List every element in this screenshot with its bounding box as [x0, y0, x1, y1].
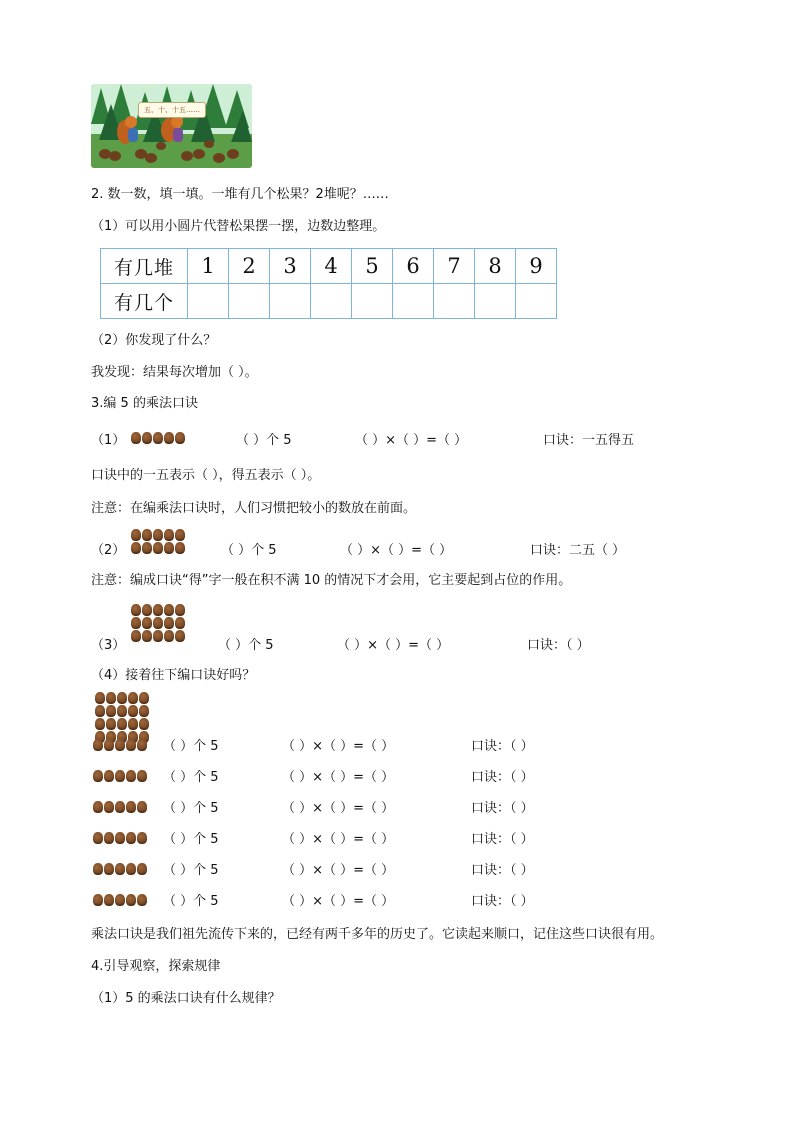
count-blank[interactable]: （ ）个 5 — [163, 770, 219, 785]
pinecone-icon — [153, 604, 163, 616]
koujue-blank[interactable]: 口诀：（ ） — [471, 801, 534, 816]
q3-s1-number: （1） — [91, 433, 126, 448]
pinecone-icon — [93, 832, 103, 844]
q2-sub1: （1）可以用小圆片代替松果摆一摆，边数边整理。 — [91, 219, 386, 234]
equation-blank[interactable]: （ ）×（ ）=（ ） — [282, 863, 395, 878]
pinecone-icon — [175, 432, 185, 444]
answer-cell[interactable] — [352, 284, 393, 319]
koujue-blank[interactable]: 口诀：（ ） — [471, 894, 534, 909]
pinecone-row — [93, 770, 147, 782]
pinecone-icon — [95, 705, 105, 717]
pinecone-icon — [93, 739, 103, 751]
equation-blank[interactable]: （ ）×（ ）=（ ） — [282, 770, 395, 785]
forest-squirrel-illustration — [91, 84, 252, 168]
pinecone-icon — [153, 617, 163, 629]
pinecone-icon — [115, 863, 125, 875]
pinecone-icon — [137, 801, 147, 813]
koujue-blank[interactable]: 口诀：（ ） — [471, 770, 534, 785]
q3-explain[interactable]: 口诀中的一五表示（ ），得五表示（ ）。 — [91, 468, 321, 483]
koujue-text[interactable]: 口诀：二五（ ） — [530, 543, 626, 558]
count-table — [100, 248, 557, 319]
pinecone-icon — [126, 739, 136, 751]
count-blank[interactable]: （ ）个 5 — [163, 894, 219, 909]
answer-cell[interactable] — [434, 284, 475, 319]
pinecone-icon — [93, 770, 103, 782]
pinecone-icon — [164, 542, 174, 554]
pinecone-row — [93, 801, 147, 813]
pinecone-icon — [153, 630, 163, 642]
pinecone-icon — [131, 630, 141, 642]
equation-blank[interactable]: （ ）×（ ）=（ ） — [355, 433, 468, 448]
table-row — [101, 284, 557, 319]
pinecone-icon — [128, 692, 138, 704]
table-cell: 9 — [516, 249, 557, 284]
q4-title: 4.引导观察，探索规律 — [91, 959, 221, 974]
pinecone-icon — [175, 630, 185, 642]
count-blank[interactable]: （ ）个 5 — [236, 433, 292, 448]
answer-cell[interactable] — [229, 284, 270, 319]
pinecone-icon — [139, 718, 149, 730]
pinecone-icon — [175, 542, 185, 554]
q2-sub2: （2）你发现了什么？ — [91, 333, 217, 348]
forest-scene-icon — [91, 84, 252, 168]
equation-blank[interactable]: （ ）×（ ）=（ ） — [282, 801, 395, 816]
pinecone-icon — [95, 692, 105, 704]
equation-blank[interactable]: （ ）×（ ）=（ ） — [282, 832, 395, 847]
q3-s2-number: （2） — [91, 543, 126, 558]
pinecone-icon — [93, 894, 103, 906]
koujue-text[interactable]: 口诀：（ ） — [527, 638, 590, 653]
equation-blank[interactable]: （ ）×（ ）=（ ） — [282, 739, 395, 754]
table-cell: 4 — [311, 249, 352, 284]
pinecone-icon — [142, 617, 152, 629]
koujue-blank[interactable]: 口诀：（ ） — [471, 832, 534, 847]
pinecone-icon — [117, 705, 127, 717]
table-cell: 3 — [270, 249, 311, 284]
equation-blank[interactable]: （ ）×（ ）=（ ） — [337, 638, 450, 653]
pinecone-icon — [175, 617, 185, 629]
pinecone-icon — [93, 863, 103, 875]
table-header-piles: 有几堆 — [101, 249, 188, 284]
pinecone-icon — [104, 801, 114, 813]
count-blank[interactable]: （ ）个 5 — [163, 832, 219, 847]
pinecone-group-3 — [131, 604, 185, 642]
count-blank[interactable]: （ ）个 5 — [163, 863, 219, 878]
answer-cell[interactable] — [311, 284, 352, 319]
pinecone-icon — [104, 894, 114, 906]
pinecone-icon — [137, 770, 147, 782]
pinecone-icon — [104, 739, 114, 751]
pinecone-icon — [142, 604, 152, 616]
pinecone-icon — [115, 739, 125, 751]
answer-cell[interactable] — [270, 284, 311, 319]
pinecone-icon — [126, 801, 136, 813]
q3-note1: 注意：在编乘法口诀时，人们习惯把较小的数放在前面。 — [91, 501, 417, 516]
pinecone-icon — [131, 542, 141, 554]
pinecone-icon — [104, 832, 114, 844]
equation-blank[interactable]: （ ）×（ ）=（ ） — [340, 543, 453, 558]
pinecone-icon — [115, 801, 125, 813]
pinecone-icon — [93, 801, 103, 813]
answer-cell[interactable] — [393, 284, 434, 319]
q3-s4: （4）接着往下编口诀好吗？ — [91, 668, 256, 683]
answer-cell[interactable] — [475, 284, 516, 319]
pinecone-icon — [137, 739, 147, 751]
pinecone-icon — [106, 692, 116, 704]
pinecone-icon — [117, 692, 127, 704]
answer-cell[interactable] — [188, 284, 229, 319]
count-blank[interactable]: （ ）个 5 — [218, 638, 274, 653]
table-cell: 2 — [229, 249, 270, 284]
pinecone-icon — [131, 529, 141, 541]
pinecone-icon — [131, 617, 141, 629]
table-cell: 1 — [188, 249, 229, 284]
pinecone-icon — [126, 832, 136, 844]
pinecone-icon — [164, 432, 174, 444]
pinecone-icon — [126, 770, 136, 782]
pinecone-icon — [117, 718, 127, 730]
pinecone-group-4 — [95, 692, 149, 743]
song-bubble: 五、十、十五…… — [138, 102, 206, 118]
q3-history: 乘法口诀是我们祖先流传下来的，已经有两千多年的历史了。它读起来顺口，记住这些口诀很有用。 — [91, 927, 664, 942]
table-cell: 7 — [434, 249, 475, 284]
pinecone-icon — [115, 894, 125, 906]
pinecone-icon — [164, 617, 174, 629]
pinecone-row — [93, 832, 147, 844]
pinecone-icon — [131, 604, 141, 616]
koujue-text: 口诀：一五得五 — [543, 433, 635, 448]
pinecone-icon — [153, 432, 163, 444]
pinecone-row — [93, 739, 147, 751]
pinecone-icon — [115, 832, 125, 844]
pinecone-icon — [131, 432, 141, 444]
pinecone-icon — [106, 718, 116, 730]
pinecone-icon — [115, 770, 125, 782]
answer-cell[interactable] — [516, 284, 557, 319]
koujue-blank[interactable]: 口诀：（ ） — [471, 863, 534, 878]
q3-note2: 注意：编成口诀“得”字一般在积不满 10 的情况下才会用，它主要起到占位的作用。 — [91, 573, 572, 588]
pinecone-icon — [128, 705, 138, 717]
pinecone-icon — [137, 832, 147, 844]
q3-s3-number: （3） — [91, 638, 126, 653]
table-cell: 5 — [352, 249, 393, 284]
count-blank[interactable]: （ ）个 5 — [163, 801, 219, 816]
q2-title: 2. 数一数，填一填。一堆有几个松果？2堆呢？…… — [91, 187, 389, 202]
pinecone-icon — [137, 863, 147, 875]
pinecone-icon — [142, 630, 152, 642]
koujue-blank[interactable]: 口诀：（ ） — [471, 739, 534, 754]
pinecone-icon — [137, 894, 147, 906]
q2-finding: 我发现：结果每次增加（ ）。 — [91, 365, 258, 380]
pinecone-icon — [104, 770, 114, 782]
count-blank[interactable]: （ ）个 5 — [163, 739, 219, 754]
pinecone-icon — [153, 542, 163, 554]
pinecone-icon — [175, 529, 185, 541]
pinecone-icon — [126, 863, 136, 875]
pinecone-icon — [175, 604, 185, 616]
pinecone-icon — [126, 894, 136, 906]
q4-sub1: （1）5 的乘法口诀有什么规律？ — [91, 991, 281, 1006]
table-header-count: 有几个 — [101, 284, 188, 319]
equation-blank[interactable]: （ ）×（ ）=（ ） — [282, 894, 395, 909]
pinecone-icon — [106, 705, 116, 717]
pinecone-icon — [142, 542, 152, 554]
pinecone-icon — [139, 692, 149, 704]
pinecone-icon — [142, 432, 152, 444]
count-blank[interactable]: （ ）个 5 — [221, 543, 277, 558]
pinecone-icon — [153, 529, 163, 541]
pinecone-row — [93, 894, 147, 906]
pinecone-group-2 — [131, 529, 185, 554]
table-row — [101, 249, 557, 284]
pinecone-icon — [139, 705, 149, 717]
pinecone-icon — [164, 630, 174, 642]
pinecone-icon — [95, 718, 105, 730]
table-cell: 8 — [475, 249, 516, 284]
pinecone-icon — [142, 529, 152, 541]
q3-title: 3.编 5 的乘法口诀 — [91, 396, 198, 411]
pinecone-row — [93, 863, 147, 875]
pinecone-icon — [164, 529, 174, 541]
pinecone-group-1 — [131, 432, 185, 444]
pinecone-icon — [104, 863, 114, 875]
pinecone-icon — [164, 604, 174, 616]
pinecone-icon — [128, 718, 138, 730]
table-cell: 6 — [393, 249, 434, 284]
